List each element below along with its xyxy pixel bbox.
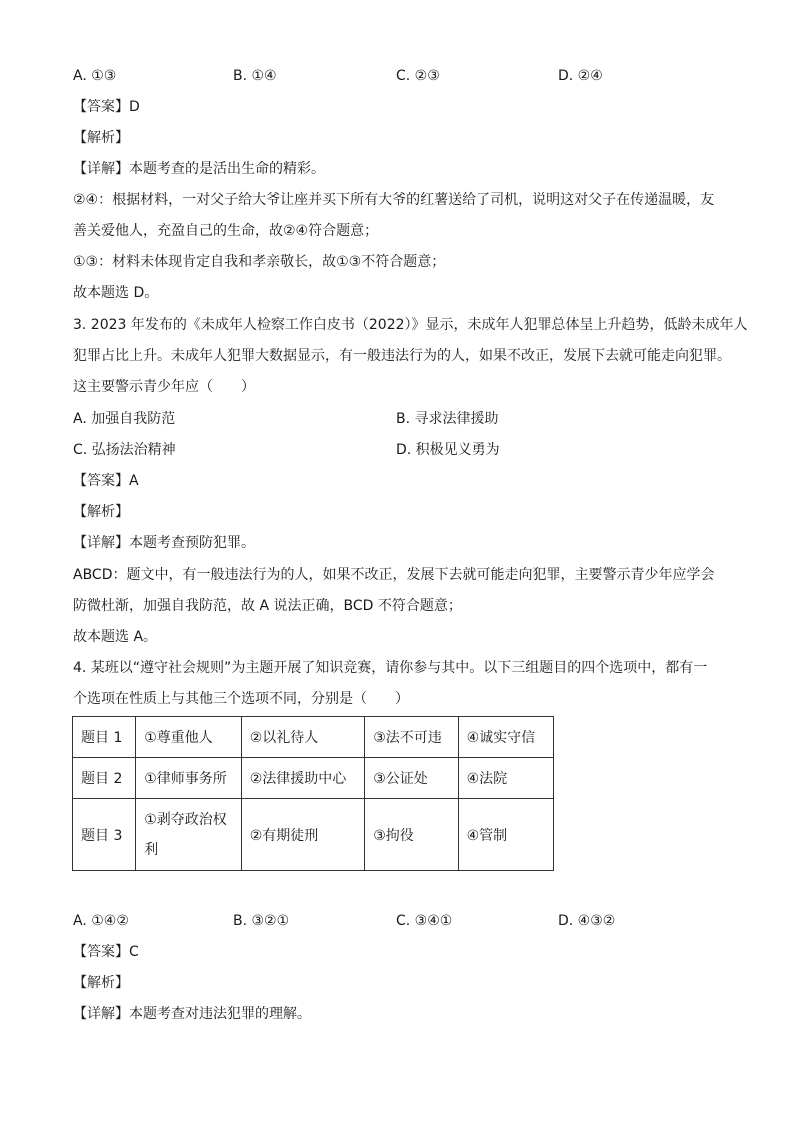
q2-option-a: A. ①③ (73, 68, 117, 84)
table-row (73, 799, 554, 871)
q2-explanation-line3: ①③：材料未体现肯定自我和孝亲敬长，故①③不符合题意； (73, 254, 446, 270)
table-cell: ①尊重他人 (136, 717, 241, 758)
table-cell: ③法不可违 (365, 717, 458, 758)
q4-table (72, 716, 554, 871)
q3-option-d: D. 积极见义勇为 (396, 442, 500, 458)
q3-stem-line2: 犯罪占比上升。未成年人犯罪大数据显示，有一般违法行为的人，如果不改正，发展下去就可能走向犯罪。 (73, 348, 731, 364)
table-cell: ④管制 (458, 799, 553, 871)
q3-option-c: C. 弘扬法治精神 (73, 442, 176, 458)
q3-answer: 【答案】A (73, 473, 139, 489)
q2-explanation-line1: ②④：根据材料，一对父子给大爷让座并买下所有大爷的红薯送给了司机，说明这对父子在传递温暖，友 (73, 192, 715, 208)
q2-conclusion: 故本题选 D。 (73, 285, 159, 301)
q3-conclusion: 故本题选 A。 (73, 629, 158, 645)
q3-option-a: A. 加强自我防范 (73, 411, 176, 427)
q4-stem-line1: 4. 某班以“遵守社会规则”为主题开展了知识竞赛，请你参与其中。以下三组题目的四个选项中，都有一 (73, 660, 708, 676)
q2-answer: 【答案】D (73, 99, 140, 115)
table-cell: ③公证处 (365, 758, 458, 799)
table-cell: ②法律援助中心 (241, 758, 365, 799)
table-row (73, 717, 554, 758)
q4-option-c: C. ③④① (396, 913, 453, 929)
q3-analysis-label: 【解析】 (73, 504, 129, 520)
table-cell: ②有期徒刑 (241, 799, 365, 871)
q4-option-d: D. ④③② (558, 913, 616, 929)
q2-option-c: C. ②③ (396, 68, 440, 84)
q3-explanation-line2: 防微杜渐，加强自我防范，故 A 说法正确，BCD 不符合题意； (73, 598, 462, 614)
q2-explanation-line2: 善关爱他人，充盈自己的生命，故②④符合题意； (73, 223, 379, 239)
q4-analysis-label: 【解析】 (73, 975, 129, 991)
q3-detail: 【详解】本题考查预防犯罪。 (73, 535, 255, 551)
q4-answer: 【答案】C (73, 944, 139, 960)
q3-explanation-line1: ABCD：题文中，有一般违法行为的人，如果不改正，发展下去就可能走向犯罪，主要警示青少年应学会 (73, 567, 715, 583)
table-cell: 题目 1 (73, 717, 136, 758)
q3-stem-line1: 3. 2023 年发布的《未成年人检察工作白皮书（2022）》显示，未成年人犯罪总体呈上升趋势，低龄未成年人 (73, 317, 748, 333)
q3-option-b: B. 寻求法律援助 (396, 411, 499, 427)
q3-stem-line3: 这主要警示青少年应（ ） (73, 379, 255, 395)
q4-stem-line2: 个选项在性质上与其他三个选项不同，分别是（ ） (73, 691, 409, 707)
q4-detail: 【详解】本题考查对违法犯罪的理解。 (73, 1006, 311, 1022)
table-cell: ④法院 (458, 758, 553, 799)
q2-option-b: B. ①④ (233, 68, 277, 84)
table-cell: ①剥夺政治权利 (136, 799, 241, 871)
table-cell: 题目 3 (73, 799, 136, 871)
table-cell: ②以礼待人 (241, 717, 365, 758)
q2-detail: 【详解】本题考查的是活出生命的精彩。 (73, 161, 325, 177)
q2-option-d: D. ②④ (558, 68, 603, 84)
table-cell: ③拘役 (365, 799, 458, 871)
table-cell: 题目 2 (73, 758, 136, 799)
q4-option-a: A. ①④② (73, 913, 129, 929)
q4-option-b: B. ③②① (233, 913, 290, 929)
table-cell: ①律师事务所 (136, 758, 241, 799)
table-cell: ④诚实守信 (458, 717, 553, 758)
q2-analysis-label: 【解析】 (73, 130, 129, 146)
table-row (73, 758, 554, 799)
